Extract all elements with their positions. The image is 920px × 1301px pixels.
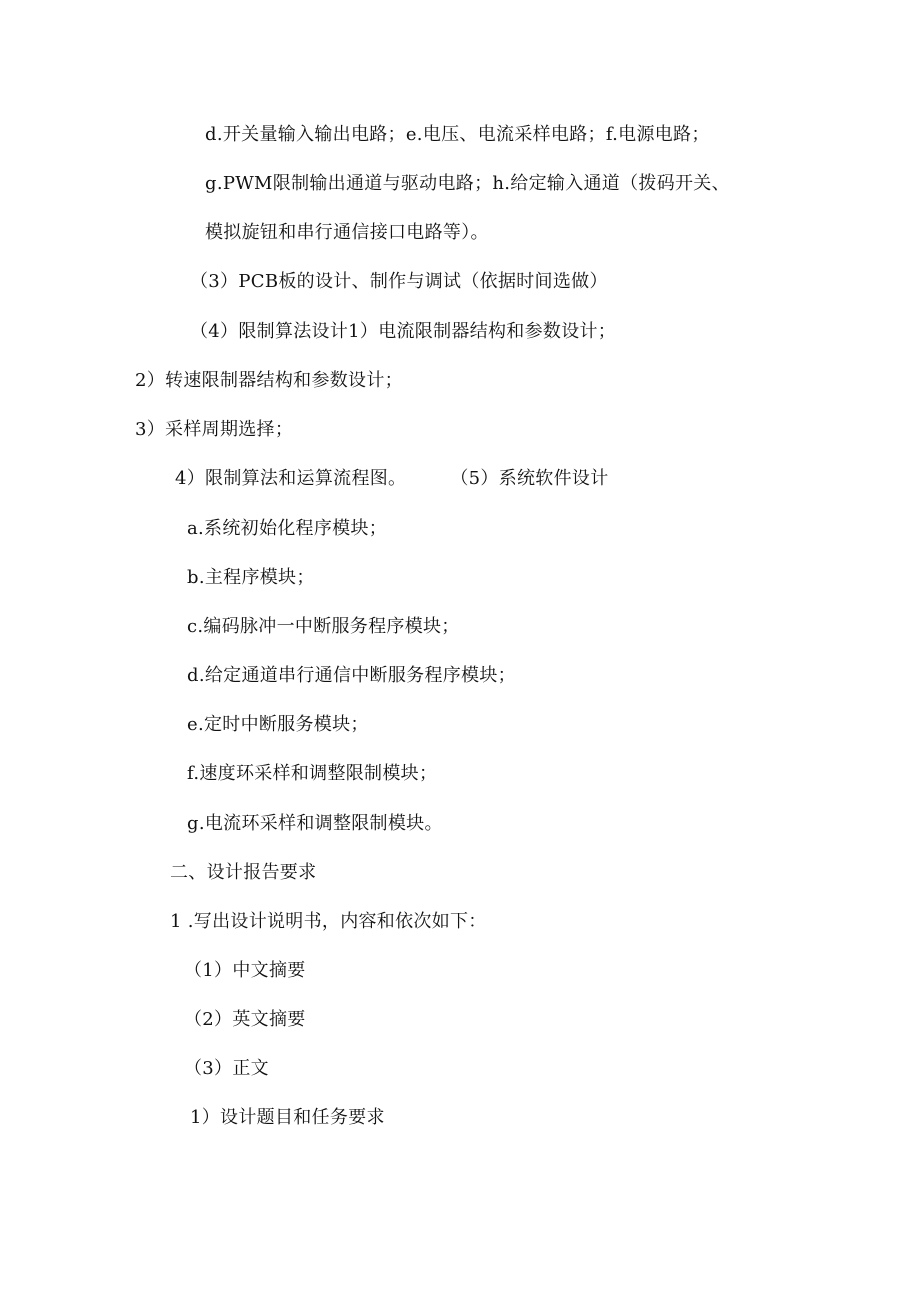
text-line-speed-controller: 2）转速限制器结构和参数设计； [135, 370, 403, 391]
list-item-design-topic: 1）设计题目和任务要求 [190, 1107, 385, 1128]
text-line-flowchart-and-software [175, 466, 609, 492]
text-line-sampling-period: 3）采样周期选择； [135, 419, 294, 440]
text-line-circuits-def: d.开关量输入输出电路；e.电压、电流采样电路；f.电源电路； [205, 124, 710, 145]
list-item-timer-isr: e.定时中断服务模块； [187, 714, 369, 735]
text-software-design: （5）系统软件设计 [450, 468, 609, 489]
text-line-circuits-gh: g.PWM限制输出通道与驱动电路；h.给定输入通道（拨码开关、 [205, 173, 730, 194]
list-item-speed-loop: f.速度环采样和调整限制模块； [187, 763, 438, 784]
text-line-control-algorithm: （4）限制算法设计1）电流限制器结构和参数设计； [190, 321, 617, 342]
list-item-english-abstract: （2）英文摘要 [184, 1009, 306, 1030]
section-heading-report-requirements: 二、设计报告要求 [170, 862, 317, 883]
list-item-serial-isr: d.给定通道串行通信中断服务程序模块； [187, 665, 516, 686]
list-item-chinese-abstract: （1）中文摘要 [184, 960, 306, 981]
list-item-current-loop: g.电流环采样和调整限制模块。 [187, 813, 443, 834]
list-item-main-body: （3）正文 [184, 1058, 269, 1079]
text-line-design-manual: 1 .写出设计说明书，内容和依次如下： [170, 911, 487, 932]
list-item-init-module: a.系统初始化程序模块； [187, 518, 388, 539]
text-line-circuits-continued: 模拟旋钮和串行通信接口电路等）。 [205, 222, 489, 243]
list-item-encoder-isr: c.编码脉冲一中断服务程序模块； [187, 616, 460, 637]
text-flowchart: 4）限制算法和运算流程图。 [175, 468, 407, 489]
text-line-pcb-design: （3）PCB板的设计、制作与调试（依据时间选做） [190, 271, 608, 292]
list-item-main-module: b.主程序模块； [187, 567, 315, 588]
